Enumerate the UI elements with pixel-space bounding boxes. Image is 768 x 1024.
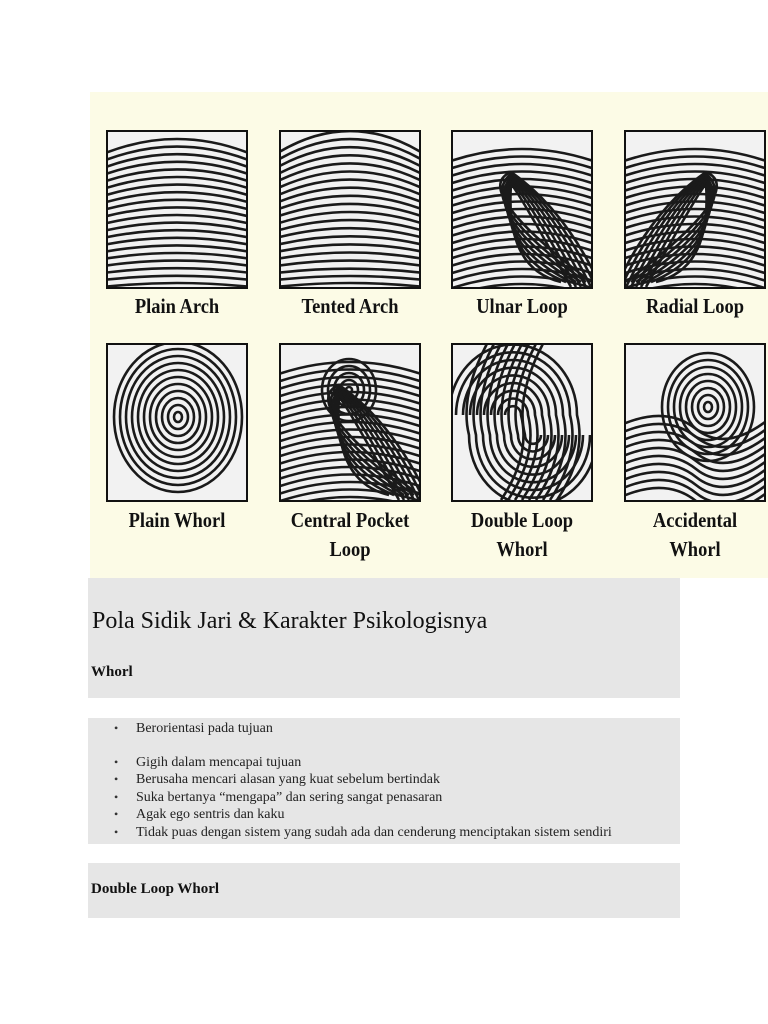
caption-line: Plain Whorl <box>128 508 226 532</box>
caption-line: Radial Loop <box>645 294 745 318</box>
accidental-whorl-image <box>626 345 764 500</box>
caption-line: Plain Arch <box>134 294 220 318</box>
caption-plain-arch <box>98 292 256 321</box>
central-pocket-loop-image <box>281 345 419 500</box>
list-item: • Agak ego sentris dan kaku <box>88 806 680 824</box>
section-heading-double-loop-whorl: Double Loop Whorl <box>91 881 220 897</box>
caption-line: Accidental <box>652 508 738 532</box>
whorl-traits-list <box>88 720 680 841</box>
double-loop-whorl-image <box>453 345 591 500</box>
caption-double-loop-whorl <box>443 506 601 564</box>
list-item: • Berusaha mencari alasan yang kuat sebelum bertindak <box>88 771 680 789</box>
caption-line: Central Pocket <box>290 508 410 532</box>
caption-line: Loop <box>329 537 371 561</box>
ulnar-loop-image <box>453 132 591 287</box>
fingerprint-patterns-figure <box>90 92 768 578</box>
title-panel <box>88 578 680 698</box>
radial-loop-image <box>626 132 764 287</box>
plain-whorl-image <box>108 345 246 500</box>
caption-line: Whorl <box>496 537 548 561</box>
caption-central-pocket-loop <box>271 506 429 564</box>
section-heading-whorl: Whorl <box>91 664 133 680</box>
caption-radial-loop <box>616 292 768 321</box>
caption-accidental-whorl <box>616 506 768 564</box>
caption-line: Tented Arch <box>301 294 399 318</box>
caption-line: Double Loop <box>470 508 574 532</box>
list-item: • Suka bertanya “mengapa” dan sering sangat penasaran <box>88 789 680 807</box>
caption-line: Ulnar Loop <box>476 294 568 318</box>
tented-arch-image <box>281 132 419 287</box>
double-loop-panel <box>88 863 680 918</box>
caption-line: Whorl <box>669 537 721 561</box>
page-title: Pola Sidik Jari & Karakter Psikologisnya <box>92 608 488 634</box>
caption-ulnar-loop <box>443 292 601 321</box>
list-item: • Gigih dalam mencapai tujuan <box>88 754 680 772</box>
caption-tented-arch <box>271 292 429 321</box>
whorl-traits-panel <box>88 718 680 844</box>
list-item: • Berorientasi pada tujuan <box>88 720 680 738</box>
caption-plain-whorl <box>98 506 256 535</box>
list-item: • Tidak puas dengan sistem yang sudah ada dan cenderung menciptakan sistem sendiri <box>88 824 680 842</box>
plain-arch-image <box>108 132 246 287</box>
